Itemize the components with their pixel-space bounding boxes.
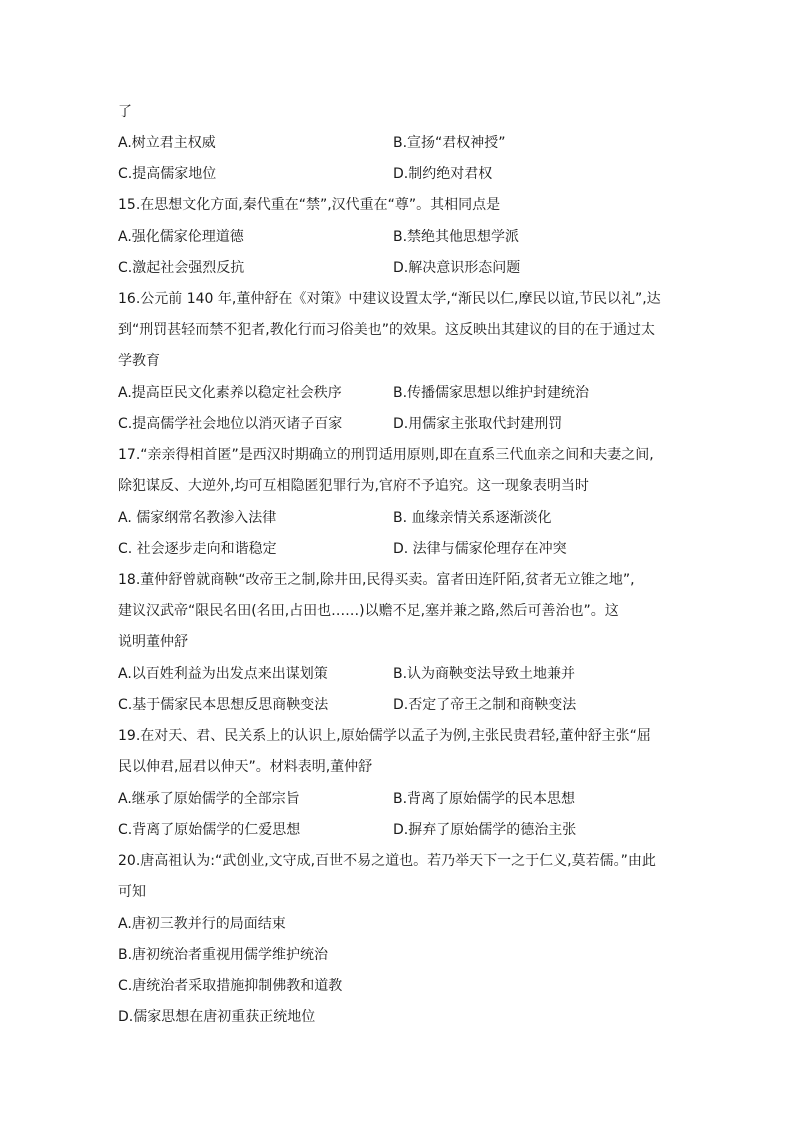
q19-stem-line-1: 19.在对天、君、民关系上的认识上,原始儒学以孟子为例,主张民贵君轻,董仲舒主张“屈 xyxy=(118,728,651,744)
q18-options-row-2 xyxy=(118,695,688,715)
q16-option-a[interactable]: A.提高臣民文化素养以稳定社会秩序 xyxy=(118,385,342,401)
q16-stem-line-3: 学教育 xyxy=(118,353,160,369)
q16-option-b[interactable]: B.传播儒家思想以维护封建统治 xyxy=(393,385,590,401)
q15-option-b[interactable]: B.禁绝其他思想学派 xyxy=(393,229,520,245)
q20-option-d[interactable]: D.儒家思想在唐初重获正统地位 xyxy=(118,1009,316,1025)
q16-stem-line-2: 到“刑罚甚轻而禁不犯者,教化行而习俗美也”的效果。这反映出其建议的目的在于通过太 xyxy=(118,322,655,338)
q15-option-a[interactable]: A.强化儒家伦理道德 xyxy=(118,229,244,245)
q19-option-c[interactable]: C.背离了原始儒学的仁爱思想 xyxy=(118,822,301,838)
q16-options-row-2 xyxy=(118,414,688,434)
q15-options-row-2 xyxy=(118,258,688,278)
q14-option-d[interactable]: D.制约绝对君权 xyxy=(393,166,493,182)
q18-options-row-1 xyxy=(118,664,688,684)
q17-options-row-2 xyxy=(118,539,688,559)
q14-option-a[interactable]: A.树立君主权威 xyxy=(118,135,216,151)
q19-option-d[interactable]: D.摒弃了原始儒学的德治主张 xyxy=(393,822,577,838)
q18-stem-line-1: 18.董仲舒曾就商鞅“改帝王之制,除井田,民得买卖。富者田连阡陌,贫者无立锥之地”, xyxy=(118,572,635,588)
q18-stem-line-2: 建议汉武帝“限民名田(名田,占田也……)以赡不足,塞并兼之路,然后可善治也”。这 xyxy=(118,603,619,619)
q17-stem-line-2: 除犯谋反、大逆外,均可互相隐匿犯罪行为,官府不予追究。这一现象表明当时 xyxy=(118,478,589,494)
q20-option-b[interactable]: B.唐初统治者重视用儒学维护统治 xyxy=(118,947,329,963)
q20-option-a[interactable]: A.唐初三教并行的局面结束 xyxy=(118,916,286,932)
q18-option-d[interactable]: D.否定了帝王之制和商鞅变法 xyxy=(393,697,577,713)
q15-option-c[interactable]: C.激起社会强烈反抗 xyxy=(118,260,245,276)
q17-stem-line-1: 17.“亲亲得相首匿”是西汉时期确立的刑罚适用原则,即在直系三代血亲之间和夫妻之间, xyxy=(118,447,654,463)
q16-option-c[interactable]: C.提高儒学社会地位以消灭诸子百家 xyxy=(118,416,343,432)
q15-stem: 15.在思想文化方面,秦代重在“禁”,汉代重在“尊”。其相同点是 xyxy=(118,197,501,213)
q18-option-b[interactable]: B.认为商鞅变法导致土地兼并 xyxy=(393,666,576,682)
q16-options-row-1 xyxy=(118,383,688,403)
q15-option-d[interactable]: D.解决意识形态问题 xyxy=(393,260,521,276)
q18-option-a[interactable]: A.以百姓利益为出发点来出谋划策 xyxy=(118,666,328,682)
q15-options-row-1 xyxy=(118,227,688,247)
q20-option-c[interactable]: C.唐统治者采取措施抑制佛教和道教 xyxy=(118,978,343,994)
q16-option-d[interactable]: D.用儒家主张取代封建刑罚 xyxy=(393,416,563,432)
q20-stem-line-2: 可知 xyxy=(118,884,146,900)
q17-option-b[interactable]: B. 血缘亲情关系逐渐淡化 xyxy=(393,510,552,526)
q18-option-c[interactable]: C.基于儒家民本思想反思商鞅变法 xyxy=(118,697,329,713)
q14-options-row-1 xyxy=(118,133,688,153)
q20-stem-line-1: 20.唐高祖认为:“武创业,文守成,百世不易之道也。若乃举天下一之于仁义,莫若儒。”由此 xyxy=(118,853,656,869)
q18-stem-line-3: 说明董仲舒 xyxy=(118,634,188,650)
q14-option-b[interactable]: B.宣扬“君权神授” xyxy=(393,135,506,151)
q19-options-row-1 xyxy=(118,789,688,809)
q17-option-c[interactable]: C. 社会逐步走向和谐稳定 xyxy=(118,541,277,557)
q14-option-c[interactable]: C.提高儒家地位 xyxy=(118,166,217,182)
q17-option-d[interactable]: D. 法律与儒家伦理存在冲突 xyxy=(393,541,567,557)
q17-option-a[interactable]: A. 儒家纲常名教渗入法律 xyxy=(118,510,277,526)
q19-stem-line-2: 民以伸君,屈君以伸天”。材料表明,董仲舒 xyxy=(118,759,373,775)
q16-stem-line-1: 16.公元前 140 年,董仲舒在《对策》中建议设置太学,“渐民以仁,摩民以谊,节民以礼”,达 xyxy=(118,291,661,307)
q19-option-b[interactable]: B.背离了原始儒学的民本思想 xyxy=(393,791,576,807)
q14-options-row-2 xyxy=(118,164,688,184)
q19-option-a[interactable]: A.继承了原始儒学的全部宗旨 xyxy=(118,791,300,807)
q17-options-row-1 xyxy=(118,508,688,528)
q19-options-row-2 xyxy=(118,820,688,840)
carryover-text: 了 xyxy=(118,104,132,120)
